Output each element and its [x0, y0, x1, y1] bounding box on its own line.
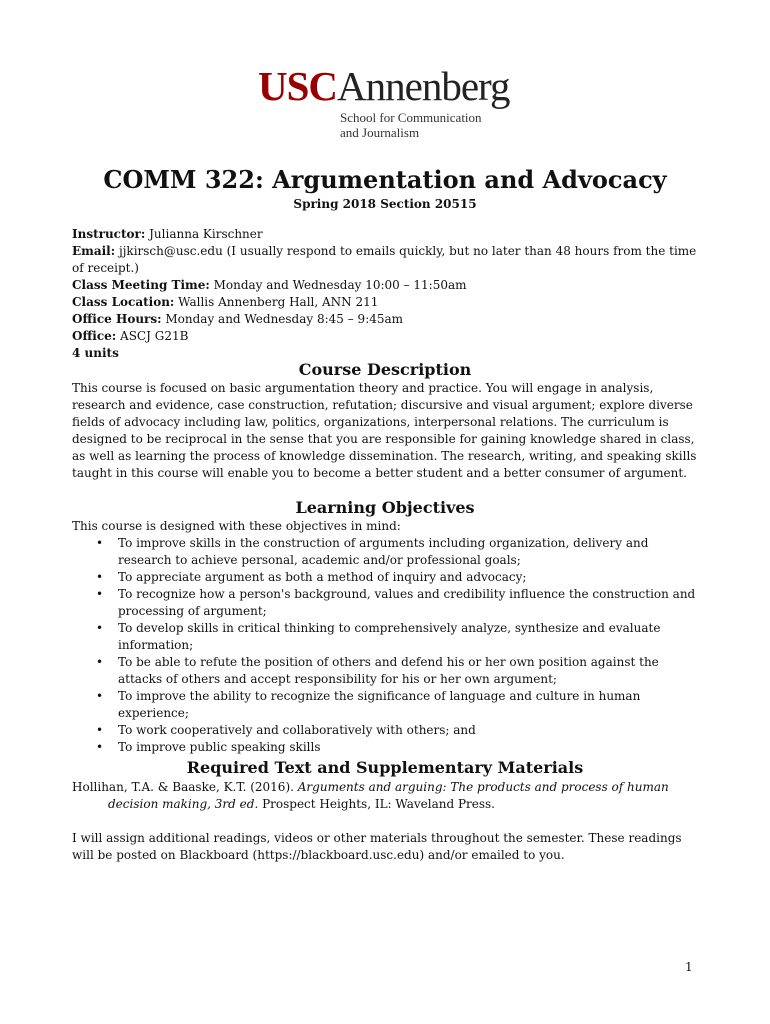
- required-materials: [72, 779, 702, 864]
- reference-title: Arguments and arguing: The products and process of human decision making, 3rd ed.: [108, 780, 669, 811]
- instructor-value: Julianna Kirschner: [145, 227, 263, 241]
- office-label: Office:: [72, 329, 117, 343]
- logo-subtitle-line1: School for Communication: [340, 110, 482, 125]
- list-item: • To work cooperatively and collaboratively with others; and: [118, 722, 702, 739]
- list-item: • To appreciate argument as both a method of inquiry and advocacy;: [118, 569, 702, 586]
- office-line: [72, 328, 702, 345]
- reference-publisher: Prospect Heights, IL: Waveland Press.: [258, 797, 495, 811]
- list-item: • To develop skills in critical thinking to comprehensively analyze, synthesize and evaluate information;: [118, 620, 702, 654]
- materials-note: I will assign additional readings, videos or other materials throughout the semester. These readings will be posted on Blackboard (https://blackboard.usc.edu) and/or emailed to you.: [72, 831, 682, 862]
- list-item: • To improve the ability to recognize the significance of language and culture in human experience;: [118, 688, 702, 722]
- course-info: [72, 226, 702, 362]
- learning-objectives-heading: Learning Objectives: [295, 498, 475, 517]
- course-description-heading: Course Description: [298, 360, 472, 379]
- meeting-label: Class Meeting Time:: [72, 278, 210, 292]
- office-hours-value: Monday and Wednesday 8:45 – 9:45am: [161, 312, 404, 326]
- office-hours-label: Office Hours:: [72, 312, 162, 326]
- meeting-line: [72, 277, 702, 294]
- course-title: COMM 322: Argumentation and Advocacy: [103, 165, 667, 194]
- usc-annenberg-logo: [258, 64, 518, 144]
- logo-subtitle: [340, 110, 482, 140]
- reference-authors: Hollihan, T.A. & Baaske, K.T. (2016).: [72, 780, 298, 794]
- objectives-intro: This course is designed with these objectives in mind:: [72, 519, 401, 533]
- course-description: [72, 380, 702, 482]
- logo-wordmark: [258, 64, 518, 108]
- logo-subtitle-line2: and Journalism: [340, 125, 420, 140]
- materials-heading: Required Text and Supplementary Materials: [186, 758, 584, 777]
- list-item: • To be able to refute the position of others and defend his or her own position against the attacks of others and accept responsibility for his or her own argument;: [118, 654, 702, 688]
- location-label: Class Location:: [72, 295, 175, 309]
- course-description-text: This course is focused on basic argumentation theory and practice. You will engage in analysis, research and evidence, case construction, refutation; discursive and visual argument; explore diverse fields of advocacy including law, politics, organizations, interpersonal relations. The curriculum is designed to be reciprocal in the sense that you are responsible for gaining knowledge shared in class, as well as learning the process of knowledge dissemination. The research, writing, and speaking skills taught in this course will enable you to become a better student and a better consumer of argument.: [72, 381, 697, 480]
- logo-annenberg: Annenberg: [337, 63, 510, 109]
- email-label: Email:: [72, 244, 116, 258]
- learning-objectives: [72, 518, 702, 756]
- email-value: jjkirsch@usc.edu (I usually respond to emails quickly, but no later than 48 hours from the time of receipt.): [72, 244, 697, 275]
- instructor-label: Instructor:: [72, 227, 146, 241]
- location-value: Wallis Annenberg Hall, ANN 211: [174, 295, 379, 309]
- list-item: • To recognize how a person's background, values and credibility influence the construction and processing of argument;: [118, 586, 702, 620]
- list-item: • To improve public speaking skills: [118, 739, 702, 756]
- logo-usc: USC: [258, 63, 338, 109]
- instructor-line: [72, 226, 702, 243]
- email-line: [72, 243, 702, 277]
- list-item: • To improve skills in the construction of arguments including organization, delivery and research to achieve personal, academic and/or professional goals;: [118, 535, 702, 569]
- units-value: 4 units: [72, 346, 119, 360]
- course-term: Spring 2018 Section 20515: [293, 197, 477, 211]
- page-number: 1: [685, 960, 693, 974]
- office-hours-line: [72, 311, 702, 328]
- textbook-reference: [72, 779, 702, 813]
- location-line: [72, 294, 702, 311]
- office-value: ASCJ G21B: [116, 329, 189, 343]
- objectives-list: [72, 535, 702, 756]
- meeting-value: Monday and Wednesday 10:00 – 11:50am: [209, 278, 467, 292]
